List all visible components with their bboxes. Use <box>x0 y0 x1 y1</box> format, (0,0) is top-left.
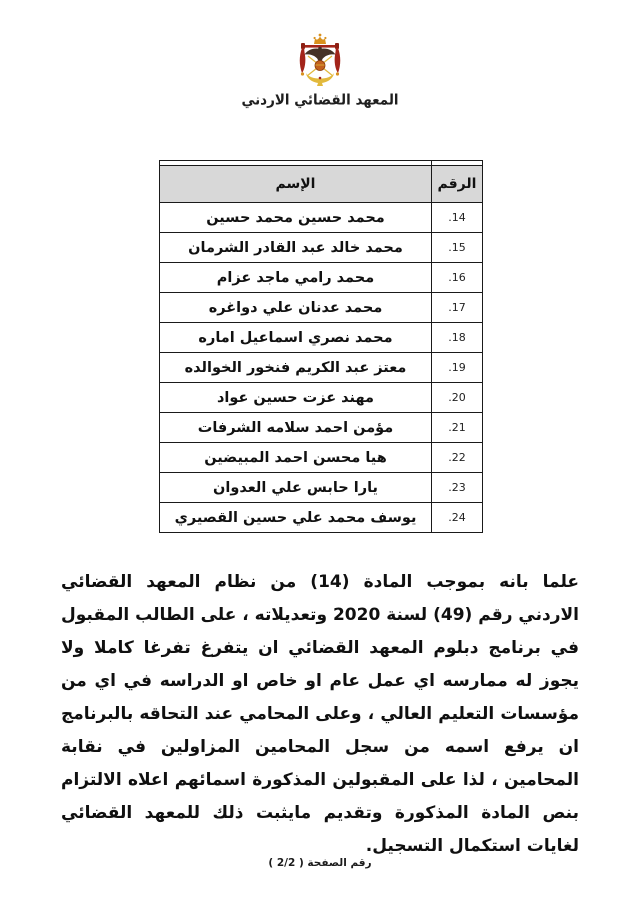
table-row <box>160 233 483 263</box>
row-number: .20 <box>432 383 483 413</box>
table-row <box>160 203 483 233</box>
notice-paragraph: علما بانه بموجب المادة (14) من نظام المعهد القضائي الاردني رقم (49) لسنة 2020 وتعديلاته ، على الطالب المقبول في برنامج دبلوم المعهد القضائي ان يتفرغ تفرغا كاملا ولا يجوز له ممارسه اي عمل عام او خاص او الدراسه في اي من مؤسسات التعليم العالي ، وعلى المحامي عند التحاقه بالبرنامج ان يرفع اسمه من سجل المحامين المزاولين في نقابة المحامين ، لذا على المقبولين المذكورة اسمائهم اعلاه الالتزام بنص المادة المذكورة وتقديم مايثبت ذلك للمعهد القضائي لغايات استكمال التسجيل. <box>61 572 579 856</box>
row-number: .24 <box>432 503 483 533</box>
page-number-label: رقم الصفحة ( 2/2 ) <box>268 857 372 869</box>
table-row <box>160 473 483 503</box>
table-row <box>160 323 483 353</box>
row-number: .19 <box>432 353 483 383</box>
row-name: محمد حسين محمد حسين <box>160 203 432 233</box>
row-number: .14 <box>432 203 483 233</box>
table-row <box>160 413 483 443</box>
table-row <box>160 503 483 533</box>
column-header-number: الرقم <box>432 166 483 203</box>
table-row <box>160 353 483 383</box>
column-header-name: الإسم <box>160 166 432 203</box>
row-name: محمد عدنان علي دواغره <box>160 293 432 323</box>
row-name: يارا حابس علي العدوان <box>160 473 432 503</box>
table-row <box>160 383 483 413</box>
row-number: .18 <box>432 323 483 353</box>
row-number: .21 <box>432 413 483 443</box>
row-number: .22 <box>432 443 483 473</box>
institute-logo-text: المعهد القضائي الاردني <box>241 91 399 109</box>
row-name: يوسف محمد علي حسين القصيري <box>160 503 432 533</box>
row-name: معتز عبد الكريم فنخور الخوالده <box>160 353 432 383</box>
row-name: محمد نصري اسماعيل اماره <box>160 323 432 353</box>
students-table <box>159 160 483 533</box>
table-row <box>160 263 483 293</box>
row-name: مؤمن احمد سلامه الشرفات <box>160 413 432 443</box>
row-number: .16 <box>432 263 483 293</box>
row-name: محمد رامي ماجد عزام <box>160 263 432 293</box>
row-name: مهند عزت حسين عواد <box>160 383 432 413</box>
row-name: محمد خالد عبد القادر الشرمان <box>160 233 432 263</box>
row-name: هيا محسن احمد المبيضين <box>160 443 432 473</box>
table-header-row <box>160 166 483 203</box>
table-row <box>160 293 483 323</box>
row-number: .23 <box>432 473 483 503</box>
row-number: .17 <box>432 293 483 323</box>
jordan-coat-of-arms-icon <box>289 32 351 90</box>
table-row <box>160 443 483 473</box>
document-header <box>0 32 640 108</box>
row-number: .15 <box>432 233 483 263</box>
